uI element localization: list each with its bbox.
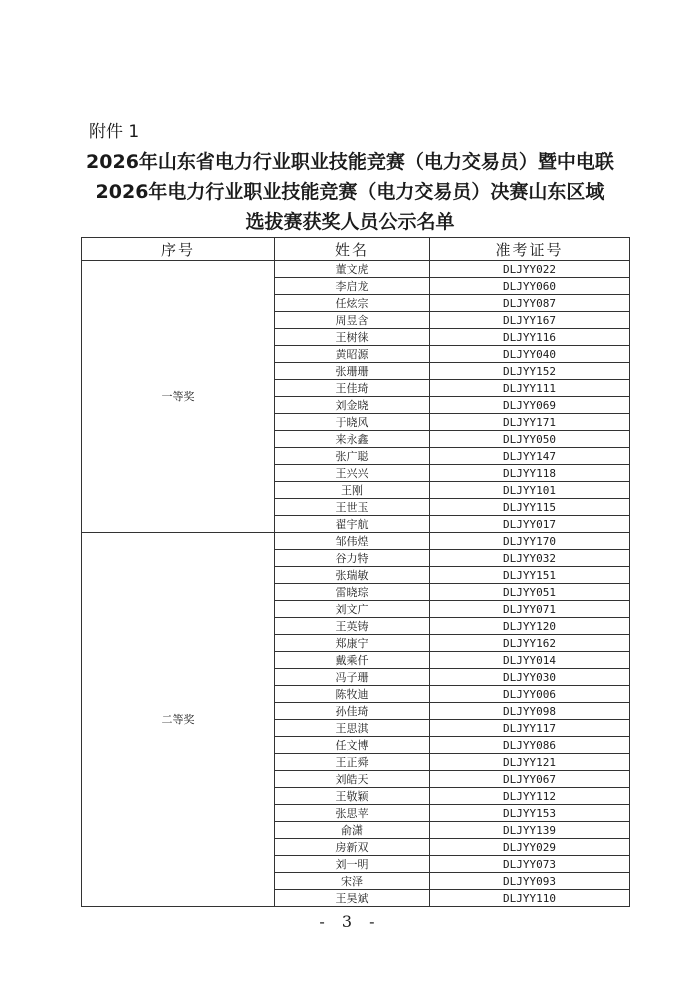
exam-id: DLJYY069 [430, 397, 630, 414]
page-number: - 3 - [319, 912, 381, 931]
awardee-name: 戴乘仟 [275, 652, 430, 669]
awardee-name: 来永鑫 [275, 431, 430, 448]
table-header-row [82, 238, 630, 261]
header-exam-id: 准考证号 [430, 238, 630, 261]
awardee-name: 李启龙 [275, 278, 430, 295]
awardee-name: 宋泽 [275, 873, 430, 890]
exam-id: DLJYY087 [430, 295, 630, 312]
awardee-name: 王佳琦 [275, 380, 430, 397]
exam-id: DLJYY117 [430, 720, 630, 737]
exam-id: DLJYY121 [430, 754, 630, 771]
exam-id: DLJYY101 [430, 482, 630, 499]
exam-id: DLJYY051 [430, 584, 630, 601]
awardee-name: 谷力特 [275, 550, 430, 567]
table-row [82, 261, 630, 278]
awardee-name: 黄昭源 [275, 346, 430, 363]
awardee-name: 任文博 [275, 737, 430, 754]
exam-id: DLJYY050 [430, 431, 630, 448]
award-level-cell: 二等奖 [82, 533, 275, 907]
document-title-line-2: 2026年电力行业职业技能竞赛（电力交易员）决赛山东区域 [95, 181, 605, 203]
exam-id: DLJYY032 [430, 550, 630, 567]
exam-id: DLJYY120 [430, 618, 630, 635]
exam-id: DLJYY153 [430, 805, 630, 822]
document-title-line-3: 选拔赛获奖人员公示名单 [245, 211, 455, 233]
table-body [82, 261, 630, 907]
awardee-name: 雷晓琮 [275, 584, 430, 601]
award-level-cell: 一等奖 [82, 261, 275, 533]
exam-id: DLJYY006 [430, 686, 630, 703]
awardee-name: 房新双 [275, 839, 430, 856]
awardee-name: 陈牧迪 [275, 686, 430, 703]
exam-id: DLJYY093 [430, 873, 630, 890]
exam-id: DLJYY151 [430, 567, 630, 584]
exam-id: DLJYY067 [430, 771, 630, 788]
awardee-name: 王兴兴 [275, 465, 430, 482]
exam-id: DLJYY162 [430, 635, 630, 652]
awardee-name: 孙佳琦 [275, 703, 430, 720]
awardee-name: 张珊珊 [275, 363, 430, 380]
exam-id: DLJYY112 [430, 788, 630, 805]
exam-id: DLJYY115 [430, 499, 630, 516]
awardee-name: 张广聪 [275, 448, 430, 465]
header-name: 姓名 [275, 238, 430, 261]
table-row [82, 533, 630, 550]
exam-id: DLJYY029 [430, 839, 630, 856]
exam-id: DLJYY116 [430, 329, 630, 346]
exam-id: DLJYY030 [430, 669, 630, 686]
awardee-name: 刘文广 [275, 601, 430, 618]
exam-id: DLJYY022 [430, 261, 630, 278]
awardee-name: 邹伟煌 [275, 533, 430, 550]
awardee-name: 任炫宗 [275, 295, 430, 312]
awardee-name: 于晓风 [275, 414, 430, 431]
exam-id: DLJYY073 [430, 856, 630, 873]
exam-id: DLJYY111 [430, 380, 630, 397]
exam-id: DLJYY086 [430, 737, 630, 754]
exam-id: DLJYY170 [430, 533, 630, 550]
awardee-name: 刘一明 [275, 856, 430, 873]
exam-id: DLJYY014 [430, 652, 630, 669]
header-seq: 序号 [82, 238, 275, 261]
awardee-name: 翟宇航 [275, 516, 430, 533]
attachment-label: 附件 1 [89, 122, 140, 142]
awardee-name: 王英铸 [275, 618, 430, 635]
exam-id: DLJYY040 [430, 346, 630, 363]
awardee-name: 王刚 [275, 482, 430, 499]
exam-id: DLJYY098 [430, 703, 630, 720]
awardee-name: 王正舜 [275, 754, 430, 771]
awardee-name: 王世玉 [275, 499, 430, 516]
document-title-line-1: 2026年山东省电力行业职业技能竞赛（电力交易员）暨中电联 [86, 151, 614, 173]
exam-id: DLJYY110 [430, 890, 630, 907]
awardee-name: 俞潇 [275, 822, 430, 839]
exam-id: DLJYY171 [430, 414, 630, 431]
awardee-name: 冯子珊 [275, 669, 430, 686]
awardee-name: 王思淇 [275, 720, 430, 737]
exam-id: DLJYY017 [430, 516, 630, 533]
exam-id: DLJYY118 [430, 465, 630, 482]
awardee-name: 王敬颖 [275, 788, 430, 805]
exam-id: DLJYY167 [430, 312, 630, 329]
awardee-name: 王昊斌 [275, 890, 430, 907]
awardee-name: 王树徕 [275, 329, 430, 346]
exam-id: DLJYY060 [430, 278, 630, 295]
awardee-name: 董文虎 [275, 261, 430, 278]
exam-id: DLJYY152 [430, 363, 630, 380]
awardee-name: 张思苹 [275, 805, 430, 822]
awardee-name: 刘金晓 [275, 397, 430, 414]
awardee-name: 张瑞敏 [275, 567, 430, 584]
exam-id: DLJYY071 [430, 601, 630, 618]
awardee-name: 郑康宁 [275, 635, 430, 652]
awardee-name: 刘皓天 [275, 771, 430, 788]
awardee-name: 周昱含 [275, 312, 430, 329]
awardee-table [81, 237, 630, 907]
exam-id: DLJYY139 [430, 822, 630, 839]
exam-id: DLJYY147 [430, 448, 630, 465]
